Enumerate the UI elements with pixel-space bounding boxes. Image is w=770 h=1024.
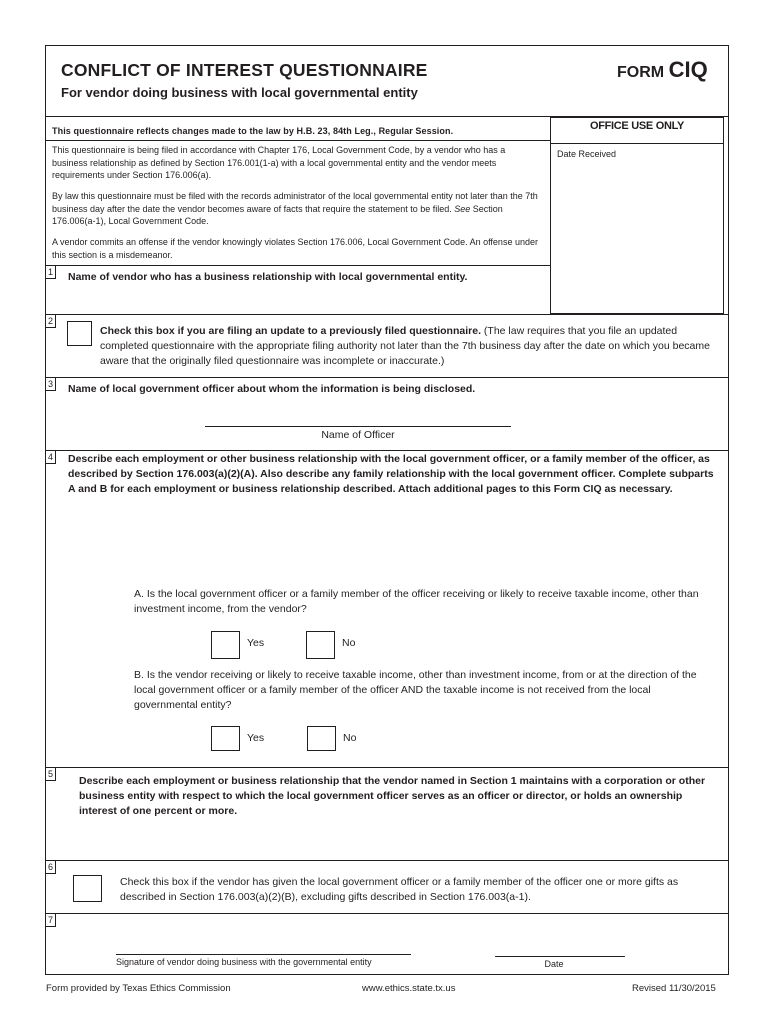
intro-para-2-see: See	[454, 203, 471, 214]
office-use-title: OFFICE USE ONLY	[589, 120, 685, 132]
vendor-signature-field[interactable]	[116, 932, 411, 954]
section-4-divider	[45, 450, 729, 451]
section-2-divider	[45, 314, 729, 315]
section-6-divider	[45, 860, 729, 861]
relationship-description-field[interactable]	[60, 515, 720, 585]
intro-para-3: A vendor commits an offense if the vendor knowingly violates Section 176.006, Local Government Code. An offense under this section is a misdemeanor.	[52, 237, 538, 260]
section-2-number: 2	[45, 314, 56, 328]
officer-name-caption: Name of Officer	[321, 429, 395, 441]
section-5-label: Describe each employment or business relationship that the vendor named in Section 1 maintains with a corporation or other business entity with respect to which the local government officer serves as an officer or director, or holds an ownership interest of one percent or more.	[79, 775, 706, 817]
section-2-rest: (The law requires that you file an updated completed questionnaire with the appropriate filing authority not later than the 7th business day after the date on which you became aware that the originally filed questionnaire was incomplete or inaccurate.)	[100, 325, 710, 367]
footer-revised: Revised 11/30/2015	[632, 983, 716, 994]
section-1-label: Name of vendor who has a business relationship with local governmental entity.	[68, 271, 468, 283]
question-a-yes-checkbox[interactable]	[211, 631, 240, 659]
section-3-divider	[45, 377, 729, 378]
section-2-bold: Check this box if you are filing an update to a previously filed questionnaire.	[100, 325, 481, 337]
section-3-label: Name of local government officer about whom the information is being disclosed.	[68, 383, 476, 395]
vendor-name-field[interactable]	[60, 287, 544, 311]
form-code-label	[617, 57, 708, 83]
footer-website: www.ethics.state.tx.us	[362, 983, 456, 994]
section-5-number: 5	[45, 767, 56, 781]
officer-name-line	[205, 426, 511, 427]
office-use-box	[550, 117, 724, 314]
form-subtitle: For vendor doing business with local governmental entity	[61, 85, 418, 100]
gifts-checkbox[interactable]	[73, 875, 102, 902]
business-entity-description-field[interactable]	[60, 822, 720, 856]
signature-line	[116, 954, 411, 955]
question-b-no-label: No	[343, 732, 357, 744]
signature-caption: Signature of vendor doing business with the governmental entity	[116, 957, 372, 967]
footer-provided-by: Form provided by Texas Ethics Commission	[46, 983, 231, 994]
intro-para-1: This questionnaire is being filed in accordance with Chapter 176, Local Government Code, by a vendor who has a business relationship as defined by Section 176.001(1-a) with a local governmental entity and the vendor meets requirements under Section 176.006(a).	[52, 145, 506, 180]
section-4-number: 4	[45, 450, 56, 464]
intro-reflects: This questionnaire reflects changes made to the law by H.B. 23, 84th Leg., Regular Session.	[52, 126, 454, 136]
intro-divider	[45, 140, 550, 141]
section-5-divider	[45, 767, 729, 768]
officer-name-field[interactable]	[205, 402, 511, 426]
question-b-no-checkbox[interactable]	[307, 726, 336, 751]
question-a-no-checkbox[interactable]	[306, 631, 335, 659]
section-1-number: 1	[45, 265, 56, 279]
date-caption: Date	[544, 959, 564, 969]
intro-para-2-a: By law this questionnaire must be filed with the records administrator of the local governmental entity not later than the 7th business day after the date the vendor becomes aware of facts that require the statement to be filed.	[52, 191, 538, 214]
update-checkbox[interactable]	[67, 321, 92, 346]
form-prefix: FORM	[617, 64, 665, 81]
signature-date-field[interactable]	[495, 936, 625, 956]
office-title-divider	[550, 143, 724, 144]
section-4-label: Describe each employment or other business relationship with the local government officer, or a family member of the officer, as described by Section 176.003(a)(2)(A). Also describe any family relationship with the local government officer. Complete subparts A and B for each employment or business relationship described. Attach additional pages to this Form CIQ as necessary.	[68, 453, 714, 495]
intro-para-2	[52, 190, 542, 228]
section-1-divider	[45, 265, 550, 266]
question-a-no-label: No	[342, 637, 356, 649]
question-a-yes-label: Yes	[247, 637, 265, 649]
question-a: A. Is the local government officer or a family member of the officer receiving or likely to receive taxable income, other than investment income, from the vendor?	[134, 588, 699, 615]
question-b-yes-label: Yes	[247, 732, 265, 744]
section-7-divider	[45, 913, 729, 914]
form-code: CIQ	[668, 57, 708, 82]
section-6-number: 6	[45, 860, 56, 874]
question-b: B. Is the vendor receiving or likely to receive taxable income, other than investment income, from or at the direction of the local government officer or a family member of the officer AND the taxable income is not received from the local governmental entity?	[134, 669, 697, 711]
section-6-label: Check this box if the vendor has given the local government officer or a family member of the officer one or more gifts as described in Section 176.003(a)(2)(B), excluding gifts described in Section 176.003(a-1).	[120, 876, 679, 903]
question-b-yes-checkbox[interactable]	[211, 726, 240, 751]
section-3-number: 3	[45, 377, 56, 391]
form-title: CONFLICT OF INTEREST QUESTIONNAIRE	[61, 60, 428, 80]
section-7-number: 7	[45, 913, 56, 927]
date-line	[495, 956, 625, 957]
date-received-label: Date Received	[557, 149, 617, 159]
section-2-text	[100, 324, 710, 369]
intro-para-2-b: Section 176.006(a-1), Local Government Code.	[52, 203, 503, 226]
